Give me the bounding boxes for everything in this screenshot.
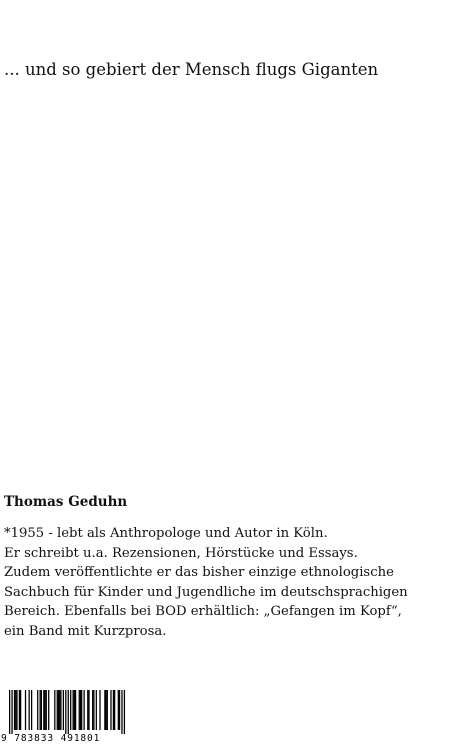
barcode-bar	[104, 690, 105, 730]
barcode-bar	[114, 690, 115, 730]
barcode-bar	[40, 690, 41, 730]
barcode-bar	[75, 690, 76, 730]
author-bio	[4, 524, 469, 641]
bio-line: Sachbuch für Kinder und Jugendliche im deutschsprachigen	[4, 584, 408, 600]
barcode-bar	[70, 690, 71, 730]
barcode-bar	[11, 690, 12, 734]
barcode-bar	[121, 690, 122, 734]
barcode-bar	[93, 690, 94, 730]
barcode-bar	[92, 690, 93, 730]
barcode-bar	[14, 690, 15, 730]
barcode-bar	[48, 690, 49, 730]
barcode-bar	[58, 690, 59, 730]
barcode-bar	[60, 690, 61, 730]
barcode-bar	[119, 690, 120, 730]
barcode-bar	[87, 690, 88, 730]
barcode-bar	[59, 690, 60, 730]
barcode-bar	[19, 690, 20, 730]
barcode-bar	[79, 690, 80, 730]
barcode-bar	[83, 690, 84, 730]
barcode-bar	[46, 690, 47, 730]
barcode-bar	[107, 690, 108, 730]
barcode-bar	[72, 690, 73, 730]
barcode-bar	[110, 690, 111, 730]
barcode-bar	[31, 690, 32, 730]
bio-line: *1955 - lebt als Anthropologe und Autor in Köln.	[4, 526, 328, 541]
barcode-bar	[74, 690, 75, 730]
barcode-bar	[99, 690, 100, 730]
barcode-bar	[41, 690, 42, 730]
barcode-bar	[37, 690, 38, 730]
barcode-bar	[118, 690, 119, 730]
barcode-bar	[63, 690, 64, 730]
barcode-bar	[16, 690, 17, 730]
barcode-bar	[88, 690, 89, 730]
barcode-bar	[96, 690, 97, 730]
barcode-bars	[1, 690, 127, 734]
barcode-bar	[68, 690, 69, 734]
barcode-bar	[113, 690, 114, 730]
book-title: ... und so gebiert der Mensch flugs Giganten	[4, 60, 379, 79]
barcode-bar	[25, 690, 26, 730]
barcode-bar	[54, 690, 55, 730]
barcode-bar	[57, 690, 58, 730]
bio-line: Er schreibt u.a. Rezensionen, Hörstücke und Essays.	[4, 545, 358, 561]
barcode-bar	[29, 690, 30, 730]
barcode-bar	[9, 690, 10, 734]
author-name: Thomas Geduhn	[4, 494, 128, 510]
barcode-bar	[43, 690, 44, 730]
barcode-bar	[20, 690, 21, 730]
barcode-bar	[124, 690, 125, 734]
barcode-bar	[81, 690, 82, 730]
barcode-bar	[15, 690, 16, 730]
barcode-bar	[80, 690, 81, 730]
bio-line: Zudem veröffentlichte er das bisher einzige ethnologische	[4, 565, 394, 580]
bio-line: ein Band mit Kurzprosa.	[4, 623, 167, 639]
barcode-bar	[65, 690, 66, 734]
isbn-number: 9 783833 491801	[1, 733, 101, 744]
barcode-bar	[44, 690, 45, 730]
bio-line: Bereich. Ebenfalls bei BOD erhältlich: „Gefangen im Kopf“,	[4, 604, 402, 619]
barcode-bar	[105, 690, 106, 730]
